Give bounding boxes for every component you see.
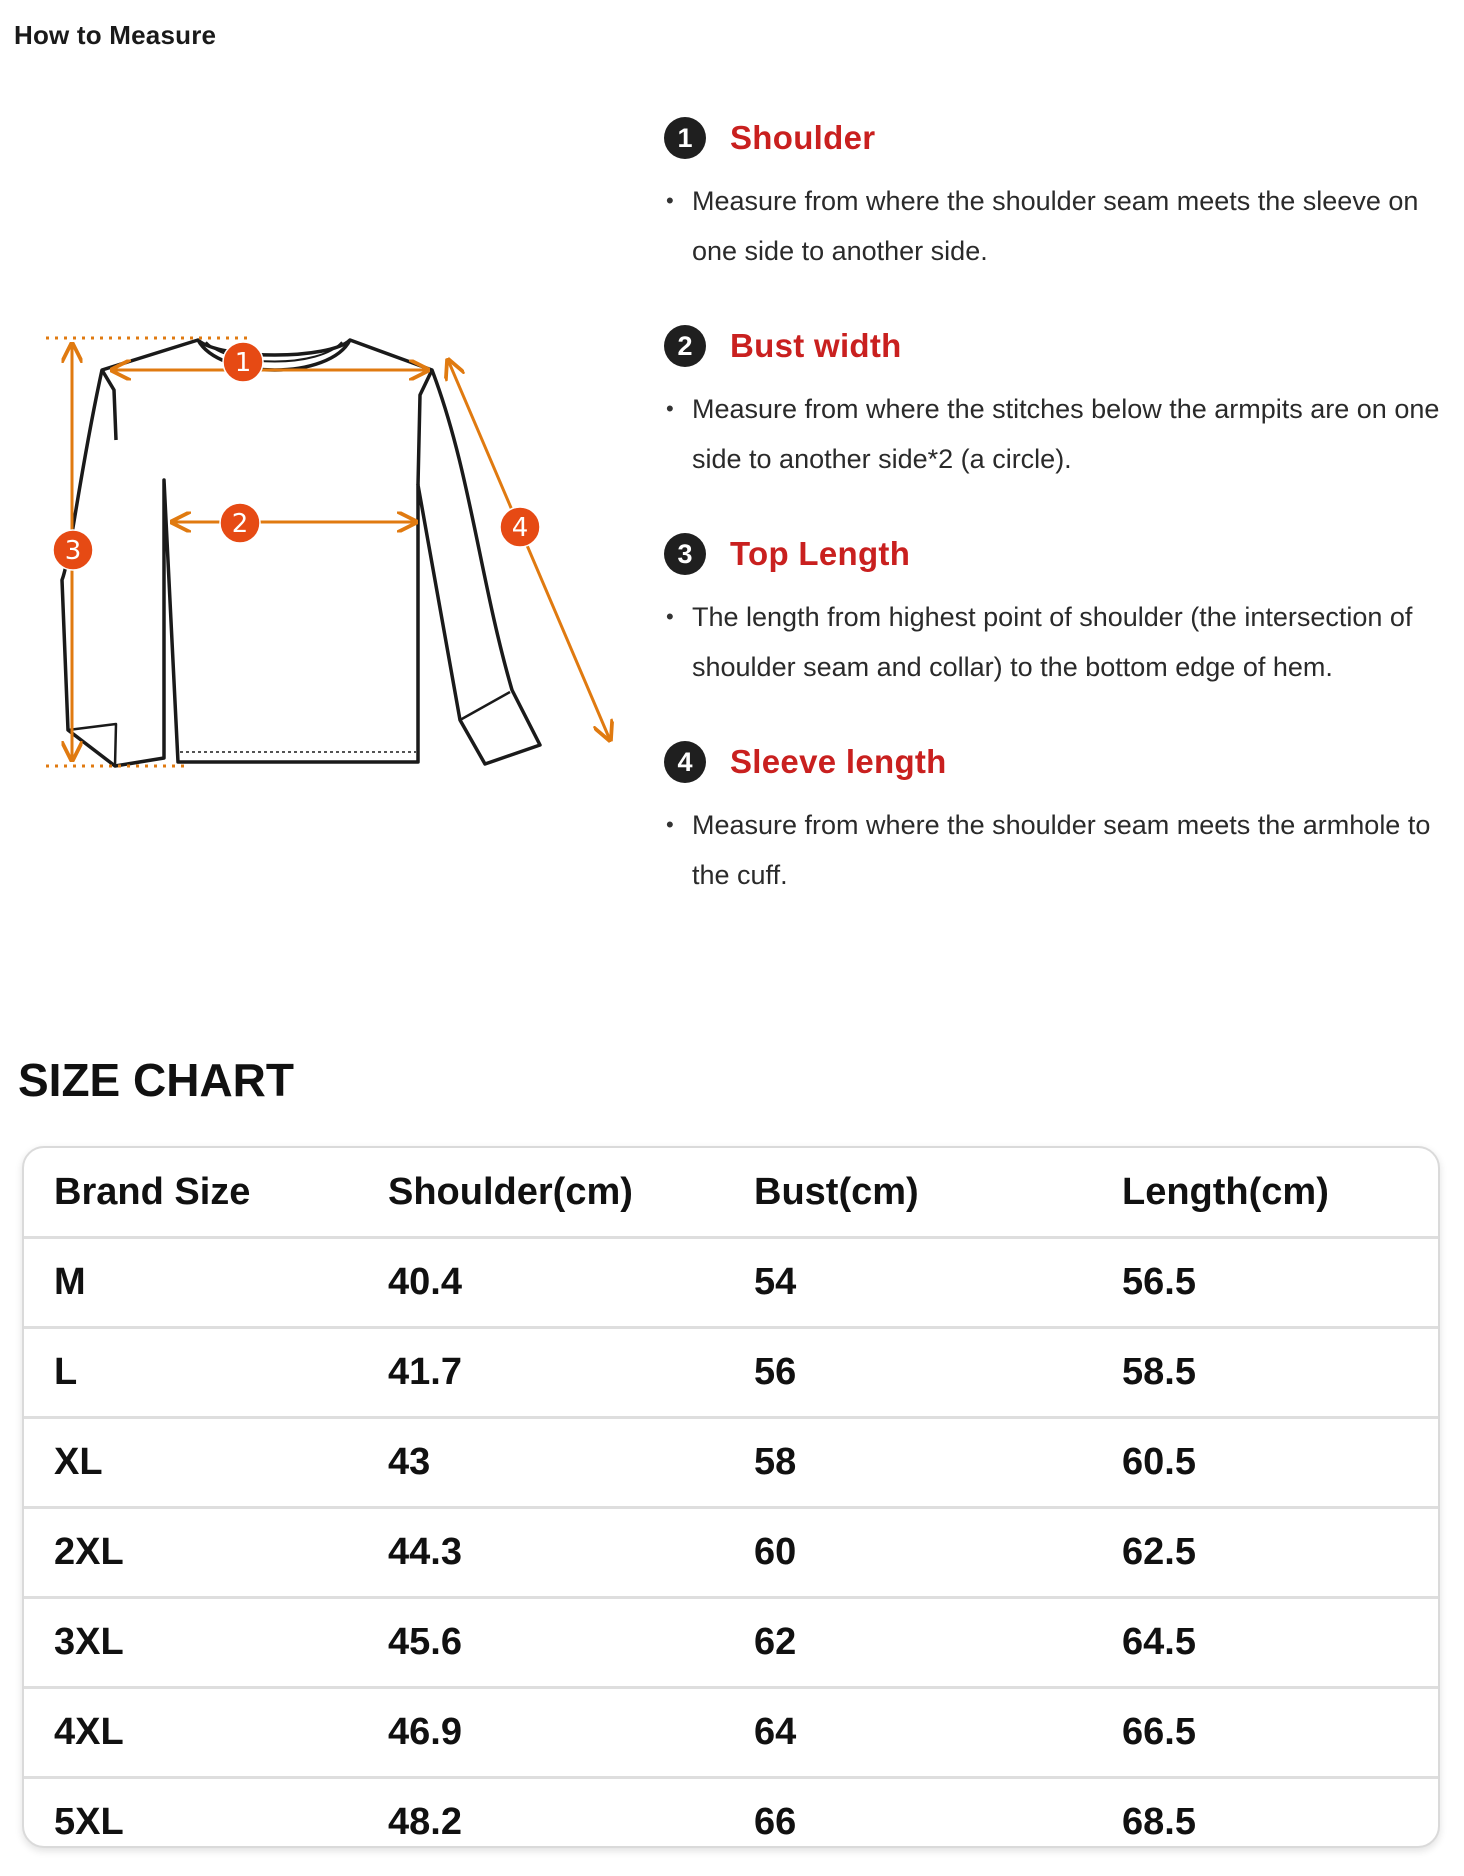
- step-bust-width: [664, 320, 1444, 484]
- cell-shoulder: 44.3: [358, 1508, 724, 1598]
- cell-bust: 56: [724, 1328, 1092, 1418]
- page-title: How to Measure: [14, 20, 217, 50]
- cell-bust: 62: [724, 1598, 1092, 1688]
- marker-2: [220, 503, 260, 543]
- step-title: Top Length: [730, 535, 911, 572]
- step-number-badge: 3: [664, 533, 706, 575]
- cell-size: XL: [24, 1418, 358, 1508]
- step-sleeve-length: [664, 736, 1444, 900]
- measure-instructions: [664, 112, 1444, 944]
- cell-bust: 66: [754, 1801, 797, 1843]
- table-header-row: [24, 1148, 1438, 1238]
- size-chart-table-card: [22, 1146, 1440, 1848]
- step-number-badge: 2: [664, 325, 706, 367]
- cell-shoulder: 40.4: [358, 1238, 724, 1328]
- step-number-badge: 4: [664, 741, 706, 783]
- marker-1: [223, 342, 263, 382]
- cell-length: 60.5: [1092, 1418, 1438, 1508]
- svg-text:4: 4: [511, 513, 529, 543]
- table-row: [24, 1508, 1438, 1598]
- cell-bust: 54: [724, 1238, 1092, 1328]
- cell-size: 2XL: [24, 1508, 358, 1598]
- cell-bust: 60: [724, 1508, 1092, 1598]
- marker-3: [53, 530, 93, 570]
- cell-shoulder: 45.6: [358, 1598, 724, 1688]
- table-row: [24, 1328, 1438, 1418]
- table-row: [24, 1688, 1438, 1778]
- step-shoulder: [664, 112, 1444, 276]
- header-length: Length(cm): [1092, 1148, 1438, 1238]
- sweater-measurement-diagram: [40, 320, 630, 790]
- step-title: Bust width: [730, 327, 902, 364]
- cell-shoulder: 43: [358, 1418, 724, 1508]
- cell-length: 58.5: [1092, 1328, 1438, 1418]
- cell-shoulder: 41.7: [358, 1328, 724, 1418]
- cell-size: M: [24, 1238, 358, 1328]
- cell-length: 68.5: [1122, 1801, 1196, 1843]
- step-top-length: [664, 528, 1444, 692]
- header-brand-size: Brand Size: [24, 1148, 358, 1238]
- step-description: • The length from highest point of shoulder (the intersection of shoulder seam and collar) to the bottom edge of hem.: [664, 592, 1444, 692]
- step-title: Sleeve length: [730, 743, 947, 780]
- cell-length: 56.5: [1092, 1238, 1438, 1328]
- cell-shoulder: 48.2: [388, 1801, 462, 1843]
- cell-length: 64.5: [1092, 1598, 1438, 1688]
- cell-length: 66.5: [1092, 1688, 1438, 1778]
- step-description: • Measure from where the stitches below the armpits are on one side to another side*2 (a circle).: [664, 384, 1444, 484]
- cell-size: 3XL: [24, 1598, 358, 1688]
- svg-text:3: 3: [64, 536, 82, 566]
- cell-bust: 64: [724, 1688, 1092, 1778]
- cell-size: L: [24, 1328, 358, 1418]
- svg-text:1: 1: [234, 348, 252, 378]
- step-title: Shoulder: [730, 119, 876, 156]
- size-chart-title: SIZE CHART: [18, 1054, 294, 1106]
- cell-length: 62.5: [1092, 1508, 1438, 1598]
- table-row: [24, 1418, 1438, 1508]
- table-row: [24, 1778, 1438, 1849]
- cell-bust: 58: [724, 1418, 1092, 1508]
- cell-size: 4XL: [24, 1688, 358, 1778]
- svg-text:2: 2: [231, 509, 249, 539]
- header-shoulder: Shoulder(cm): [358, 1148, 724, 1238]
- table-row: [24, 1238, 1438, 1328]
- step-number-badge: 1: [664, 117, 706, 159]
- step-description: • Measure from where the shoulder seam meets the armhole to the cuff.: [664, 800, 1444, 900]
- size-chart-table: [24, 1148, 1438, 1848]
- cell-shoulder: 46.9: [358, 1688, 724, 1778]
- step-description: • Measure from where the shoulder seam meets the sleeve on one side to another side.: [664, 176, 1444, 276]
- cell-size: 5XL: [54, 1801, 124, 1843]
- marker-4: [500, 507, 540, 547]
- table-row: [24, 1598, 1438, 1688]
- header-bust: Bust(cm): [724, 1148, 1092, 1238]
